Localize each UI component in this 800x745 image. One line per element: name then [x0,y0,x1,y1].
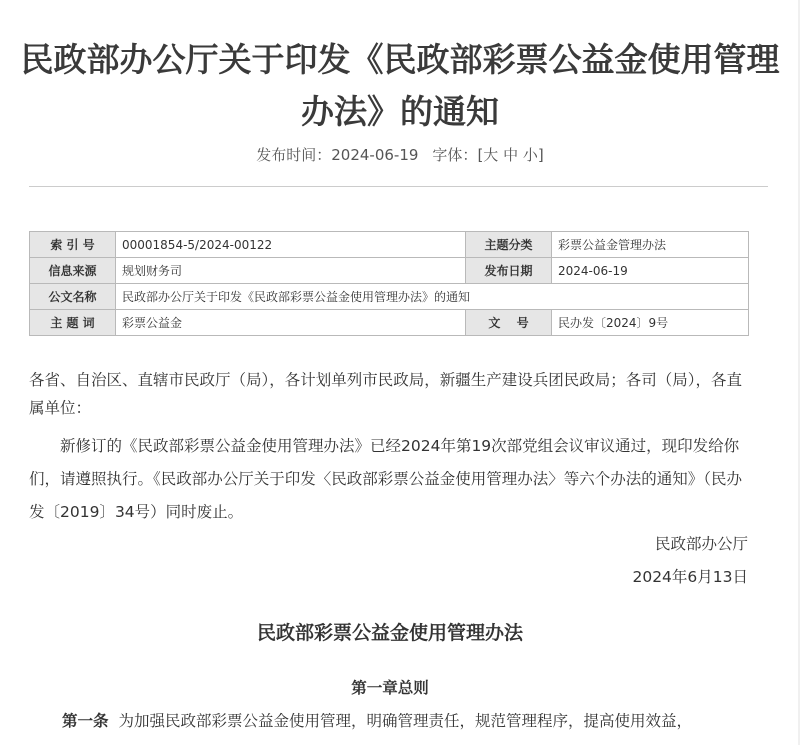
font-bracket-open: [ [477,146,484,164]
salutation-text: 各省、自治区、直辖市民政厅（局），各计划单列市民政局，新疆生产建设兵团民政局；各司（局），各直属单位： [29,371,743,417]
subject-keyword-value: 彩票公益金 [116,310,466,336]
font-size-small-button[interactable]: 小 [522,146,538,164]
font-size-control [477,146,543,164]
info-row-keyword [30,310,749,336]
topic-category-label: 主题分类 [466,232,552,258]
chapter-heading: 第一章总则 [351,679,429,697]
font-size-label: 字体： [432,146,478,164]
notice-paragraph: 新修订的《民政部彩票公益金使用管理办法》已经2024年第19次部党组会议审议通过，现印发给你们，请遵照执行。《民政部办公厅关于印发〈民政部彩票公益金使用管理办法〉等六个办法的通知》（民办发〔2019〕34号）同时废止。 [29,437,743,521]
article-title-line-1: 民政部办公厅关于印发《民政部彩票公益金使用管理 [20,40,780,79]
document-name-value: 民政部办公厅关于印发《民政部彩票公益金使用管理办法》的通知 [116,284,749,310]
font-bracket-close: ] [537,146,544,164]
font-size-large-button[interactable]: 大 [483,146,499,164]
publish-time-label: 发布时间： [256,146,332,164]
index-number-label: 索 引 号 [30,232,116,258]
font-size-medium-button[interactable]: 中 [503,146,519,164]
info-source-value: 规划财务司 [116,258,466,284]
article-title-line-2: 办法》的通知 [301,92,499,131]
document-number-label: 文 号 [466,310,552,336]
article-meta [0,144,800,166]
publish-date-label: 发布日期 [466,258,552,284]
document-info-table [29,231,749,336]
publish-time-value: 2024-06-19 [331,146,419,164]
regulation-title: 民政部彩票公益金使用管理办法 [256,622,523,644]
article-title [0,34,800,138]
article-one [62,709,762,733]
index-number-value: 00001854-5/2024-00122 [116,232,466,258]
document-name-label: 公文名称 [30,284,116,310]
signing-date: 2024年6月13日 [632,568,748,586]
article-text: 为加强民政部彩票公益金使用管理，明确管理责任，规范管理程序，提高使用效益， [118,712,693,730]
subject-keyword-label: 主 题 词 [30,310,116,336]
info-row-docname [30,284,749,310]
info-row-index [30,232,749,258]
header-divider [29,186,768,187]
info-source-label: 信息来源 [30,258,116,284]
article-number: 第一条 [62,712,109,730]
topic-category-value: 彩票公益金管理办法 [552,232,749,258]
document-number-value: 民办发〔2024〕9号 [552,310,749,336]
signing-organization: 民政部办公厅 [654,535,748,553]
info-row-source [30,258,749,284]
publish-date-value: 2024-06-19 [552,258,749,284]
